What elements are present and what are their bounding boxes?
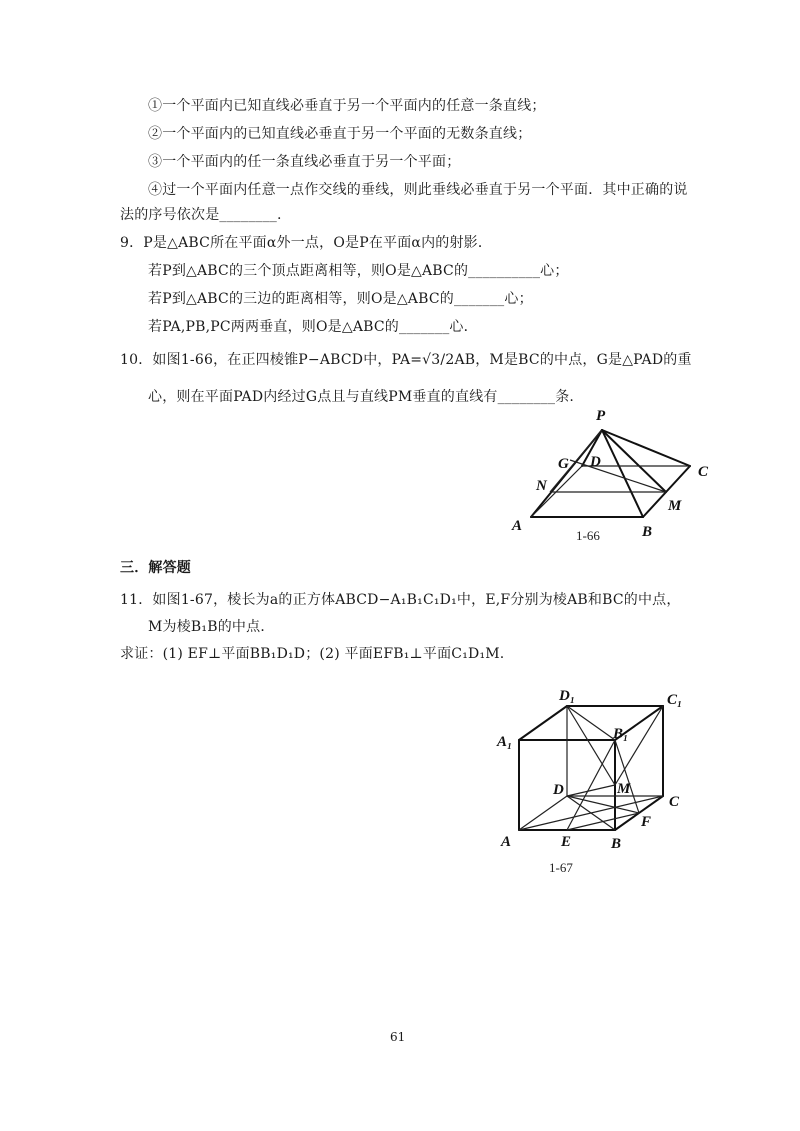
label-C: C <box>698 464 709 480</box>
label-B: B <box>642 524 653 540</box>
page-number: 61 <box>390 1030 406 1044</box>
q10-line-2: 心，则在平面PAD内经过G点且与直线PM垂直的直线有________条. <box>148 389 575 405</box>
statement-4: ④过一个平面内任意一点作交线的垂线，则此垂线必垂直于另一个平面．其中正确的说 <box>148 182 688 198</box>
q9-line-2: 若P到△ABC的三个顶点距离相等，则O是△ABC的__________心； <box>148 263 569 279</box>
figure-caption: 1-66 <box>576 528 600 543</box>
q11-line-3: 求证：(1) EF⊥平面BB₁D₁D；(2) 平面EFB₁⊥平面C₁D₁M. <box>120 646 505 662</box>
label-B: B <box>611 836 622 852</box>
segment-PM <box>602 430 666 492</box>
label-A1: A₁ <box>497 734 513 750</box>
segment-EB1 <box>567 740 615 830</box>
edge-PB <box>602 430 643 517</box>
label-C1: C₁ <box>667 692 683 708</box>
q9-line-4: 若PA,PB,PC两两垂直，则O是△ABC的_______心． <box>148 319 478 335</box>
q11-line-2: M为棱B₁B的中点． <box>148 619 275 635</box>
statement-1: ①一个平面内已知直线必垂直于另一个平面内的任意一条直线； <box>148 98 546 114</box>
label-G: G <box>558 456 569 472</box>
label-E: E <box>561 834 572 850</box>
edge-A1D1 <box>519 706 567 740</box>
segment-D1M <box>567 706 615 785</box>
q11-line-1: 11．如图1-67，棱长为a的正方体ABCD−A₁B₁C₁D₁中，E,F分别为棱AB和BC的中点， <box>120 592 681 608</box>
label-M: M <box>668 498 682 514</box>
segment-DM <box>567 785 615 796</box>
statement-answer: 法的序号依次是________. <box>120 207 282 223</box>
label-B1: B₁ <box>613 726 629 742</box>
label-D1: D₁ <box>559 688 576 704</box>
label-P: P <box>596 408 606 424</box>
section-title: 三．解答题 <box>120 560 191 576</box>
q9-line-1: 9．P是△ABC所在平面α外一点，O是P在平面α内的射影． <box>120 235 493 251</box>
q9-line-3: 若P到△ABC的三边的距离相等，则O是△ABC的_______心； <box>148 291 533 307</box>
label-M: M <box>617 781 631 797</box>
label-C: C <box>669 794 680 810</box>
cube-diagram <box>495 688 695 878</box>
figure-caption: 1-67 <box>549 860 573 875</box>
statement-3: ③一个平面内的任一条直线必垂直于另一个平面； <box>148 154 461 170</box>
segment-D1B1 <box>567 706 615 740</box>
q10-line-1: 10．如图1-66，在正四棱锥P−ABCD中，PA=√3/2AB，M是BC的中点，G是△PAD的重 <box>120 352 692 368</box>
figure-1-66 <box>500 400 730 550</box>
label-N: N <box>536 478 547 494</box>
pyramid-diagram <box>500 400 730 550</box>
segment-C1M <box>615 706 663 785</box>
statement-2: ②一个平面内的已知直线必垂直于另一个平面的无数条直线； <box>148 126 532 142</box>
label-F: F <box>641 814 652 830</box>
label-A: A <box>512 518 523 534</box>
label-D: D <box>590 454 601 470</box>
label-D: D <box>553 782 564 798</box>
edge-PC <box>602 430 690 466</box>
label-A: A <box>501 834 512 850</box>
figure-1-67 <box>495 688 695 878</box>
